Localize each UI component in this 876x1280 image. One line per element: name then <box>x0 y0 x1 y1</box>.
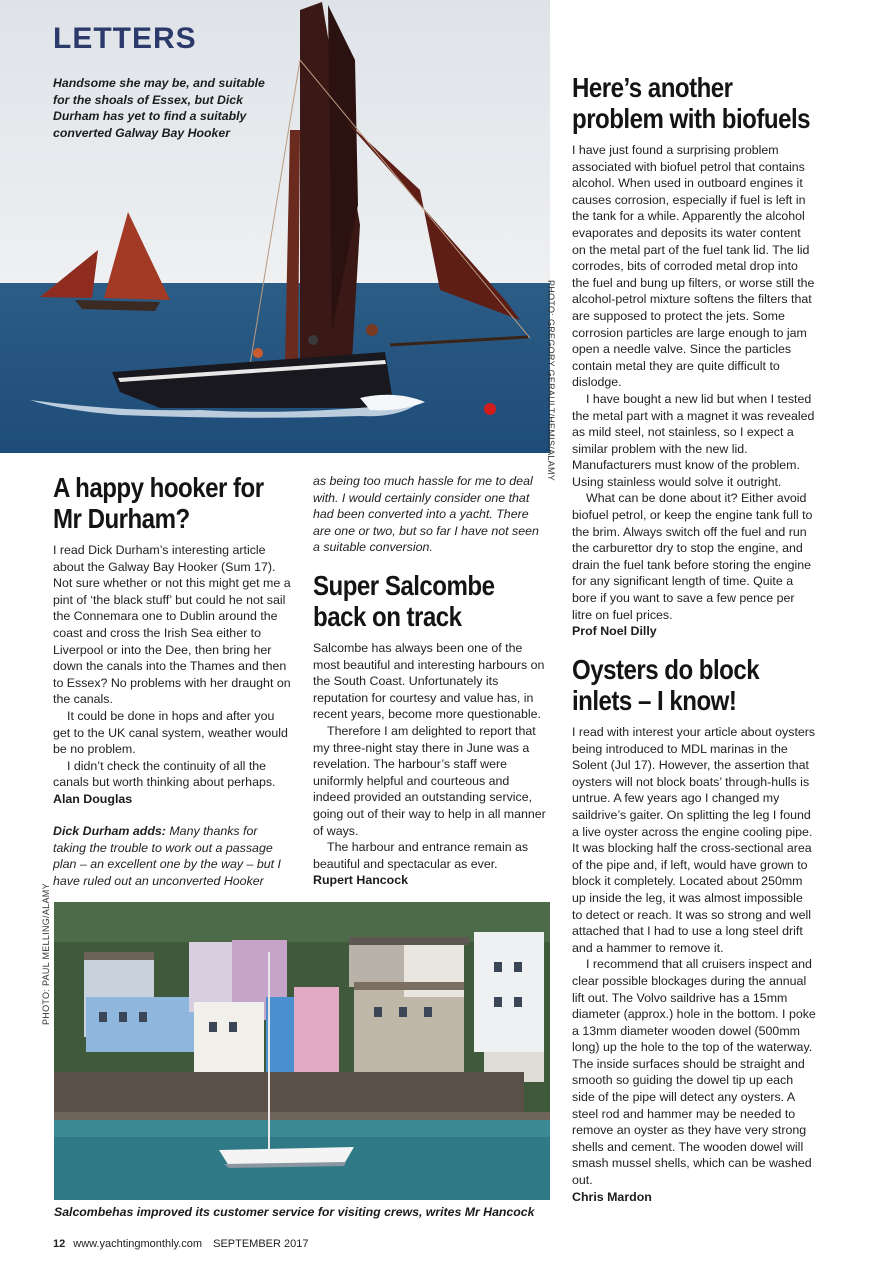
headline-biofuels: Here’s another problem with biofuels <box>572 72 811 134</box>
photo-credit-bottom: PHOTO: PAUL MELLING/ALAMY <box>41 883 51 1025</box>
paragraph: I read with interest your article about oysters being introduced to MDL marinas in the Solent (Jul 17). However, the assertion that oysters will not block boats’ through-hulls is untrue. A few years ago I changed my saildrive’s gaiter. On splitting the leg I found a live oyster across the engine cooling pipe. It was blocking half the cross-sectional area of the pipe and, if left, would have grown to block it completely. Located about 250mm up inside the leg, it was almost impossible to detect or reach. It was so strong and well attached that I had to use a long steel drift and a hammer to remove it. <box>572 725 816 955</box>
paragraph: It could be done in hops and after you get to the UK canal system, weather would be no problem. <box>53 708 288 757</box>
harbour-image <box>54 902 550 1200</box>
section-title: LETTERS <box>53 22 197 55</box>
paragraph: The harbour and entrance remain as beautiful and spectacular as ever. <box>313 840 529 871</box>
salcombe-photo <box>54 902 550 1200</box>
editor-reply-part1 <box>53 823 285 889</box>
reply-label: Dick Durham adds: <box>53 824 166 838</box>
page-number: 12 <box>53 1238 66 1250</box>
letter-hooker-body <box>53 542 293 791</box>
paragraph: I read Dick Durham’s interesting article about the Galway Bay Hooker (Sum 17). Not sure whether or not this might get me a pint of ‘the black stuff’ but could he not sail the Connemara one to Dublin around the coast and cross the Irish Sea either to Liverpool or into the Dee, then bring her down the canals into the Thames and then to Essex? No problems with her draught on the canals. <box>53 543 291 707</box>
photo-caption: Salcombehas improved its customer service for visiting crews, writes Mr Hancock <box>54 1205 535 1219</box>
letter-salcombe-body <box>313 640 549 872</box>
issue-date: SEPTEMBER 2017 <box>213 1238 309 1250</box>
hooker-photo <box>0 0 550 453</box>
paragraph: What can be done about it? Either avoid biofuel petrol, or keep the engine tank full to the brim. Always switch off the fuel and run the carburettor dry to stop the engine, and drain the fuel tank before storing the engine for any significant length of time. Quite a bore if you want to save a few pence per litre on fuel prices. <box>572 491 813 622</box>
letter-biofuels-body <box>572 142 816 623</box>
signature-chris-mardon: Chris Mardon <box>572 1189 652 1204</box>
headline-hooker: A happy hooker for Mr Durham? <box>53 472 264 534</box>
signature-alan-douglas: Alan Douglas <box>53 791 133 806</box>
reply-text-a: Many thanks for taking the trouble to work out a passage plan – an excellent one by the way – but I have ruled out an unconverted Hooker <box>53 824 282 888</box>
letter-hooker <box>53 472 293 808</box>
paragraph: Therefore I am delighted to report that my three-night stay there in June was a revelation. The harbour’s staff were uniformly helpful and courteous and indeed provided an outstanding service, going out of their way to help in all manner of ways. <box>313 723 546 838</box>
letter-oysters-body <box>572 724 816 1189</box>
reply-text-b: as being too much hassle for me to deal with. I would certainly consider one that had been converted into a yacht. There are one or two, but so far I have not seen a suitable conversion. <box>313 474 539 555</box>
standfirst: Handsome she may be, and suitable for the shoals of Essex, but Dick Durham has yet to find a suitably converted Galway Bay Hooker <box>53 76 265 140</box>
signature-noel-dilly: Prof Noel Dilly <box>572 624 657 639</box>
photo-credit-top: PHOTO: GREGORY GERAULT/HEMIS/ALAMY <box>546 280 556 482</box>
signature-rupert-hancock: Rupert Hancock <box>313 873 409 888</box>
headline-salcombe: Super Salcombe back on track <box>313 570 495 632</box>
editor-reply-part2 <box>313 473 548 556</box>
page-footer <box>53 1238 308 1250</box>
letter-salcombe <box>313 570 549 889</box>
paragraph: I recommend that all cruisers inspect and clear possible blockages during the annual lift out. The Volvo saildrive has a 15mm diameter (approx.) hole in the bottom. I poke a 13mm diameter wooden dowel (500mm long) up the hole to the top of the waterway. The inside surfaces should be straight and smooth so guiding the dowel tip up each side of the pipe will detect any oysters. A steel rod and hammer may be needed to remove an oyster as they have very strong shells and cement. The wooden dowel will smash mussel shells, which can be washed out. <box>572 957 816 1188</box>
paragraph: Salcombe has always been one of the most beautiful and interesting harbours on the South Coast. Unfortunately its reputation for courtesy and value has, in recent years, become more questionable. <box>313 641 545 722</box>
headline-oysters: Oysters do block inlets – I know! <box>572 654 760 716</box>
website-link[interactable]: www.yachtingmonthly.com <box>73 1238 203 1250</box>
paragraph: I didn’t check the continuity of all the canals but worth thinking about perhaps. <box>53 758 276 790</box>
paragraph: I have just found a surprising problem associated with biofuel petrol that contains alcohol. When used in outboard engines it causes corrosion, especially if fuel is left in the tank for a while. Apparently the alcohol evaporates and deposits its water content on the metal part of the fuel tank lid. The lid corrodes, bits of corroded metal drop into the fuel and bung up filters, or worse still the alcohol-petrol mixture softens the filters that are supposed to protect the jets. Some corrosion particles are large enough to jam open a needle valve. Since the particles contain metal they are quite difficult to dislodge. <box>572 143 815 390</box>
letter-biofuels <box>572 72 816 640</box>
sailing-boats-image <box>0 0 550 453</box>
paragraph: I have bought a new lid but when I tested the metal part with a magnet it was revealed as mild steel, not stainless, so I expect a similar problem with the new lid. Manufacturers must know of the problem. Using stainless would solve it outright. <box>572 391 815 489</box>
letter-oysters <box>572 654 816 1205</box>
